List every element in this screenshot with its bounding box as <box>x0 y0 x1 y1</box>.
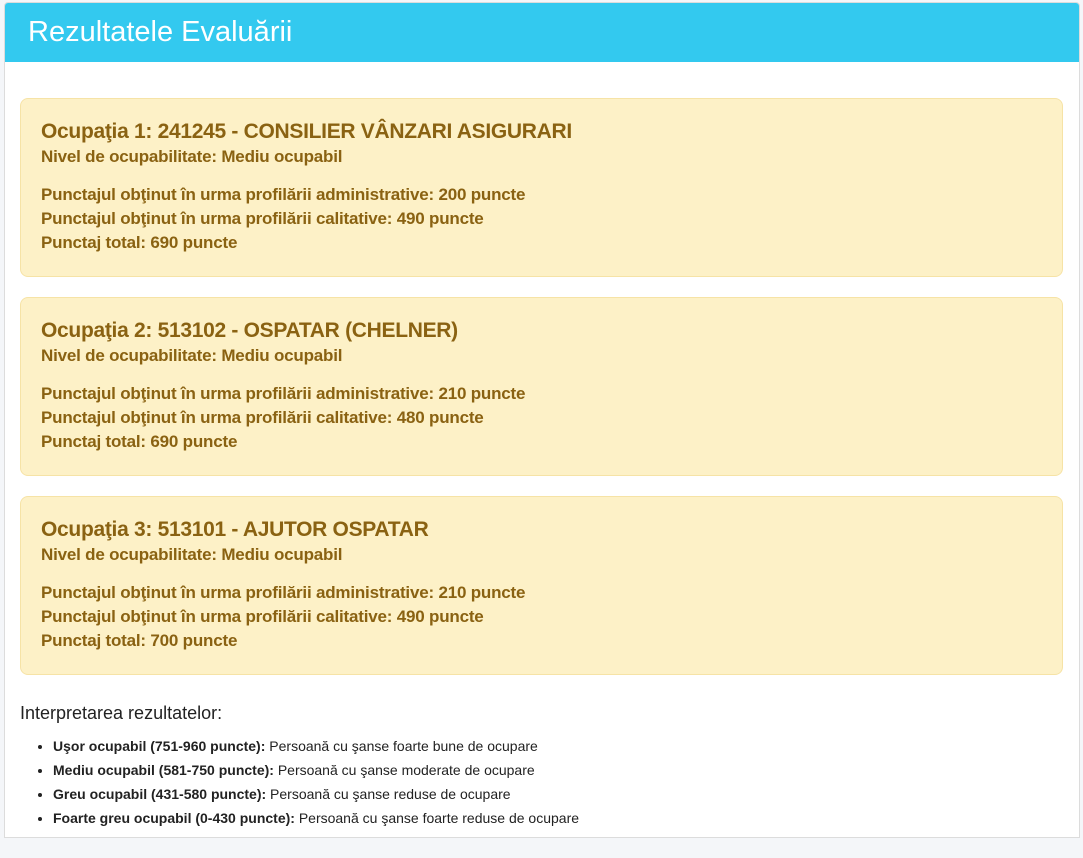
occupability-level: Nivel de ocupabilitate: Mediu ocupabil <box>41 346 343 365</box>
qualitative-score: Punctajul obţinut în urma profilării calitative: 480 puncte <box>41 408 484 427</box>
qualitative-score: Punctajul obţinut în urma profilării calitative: 490 puncte <box>41 607 484 626</box>
occupation-title: Ocupaţia 2: 513102 - OSPATAR (CHELNER) <box>41 319 458 342</box>
occupation-title: Ocupaţia 1: 241245 - CONSILIER VÂNZARI ASIGURARI <box>41 120 572 143</box>
occupation-title: Ocupaţia 3: 513101 - AJUTOR OSPATAR <box>41 518 429 541</box>
total-score: Punctaj total: 690 puncte <box>41 233 238 252</box>
interpretation-list <box>20 734 1063 830</box>
list-item <box>53 806 1063 830</box>
admin-score: Punctajul obţinut în urma profilării administrative: 210 puncte <box>41 384 526 403</box>
interpretation-label: Uşor ocupabil (751-960 puncte): <box>53 738 266 754</box>
occupability-level: Nivel de ocupabilitate: Mediu ocupabil <box>41 545 343 564</box>
interpretation-text: Persoană cu şanse foarte reduse de ocupare <box>294 810 580 826</box>
page-footer-strip <box>0 838 1083 858</box>
interpretation-text: Persoană cu şanse reduse de ocupare <box>266 786 511 802</box>
interpretation-text: Persoană cu şanse moderate de ocupare <box>273 762 535 778</box>
qualitative-score: Punctajul obţinut în urma profilării calitative: 490 puncte <box>41 209 484 228</box>
admin-score: Punctajul obţinut în urma profilării administrative: 210 puncte <box>41 583 526 602</box>
panel-body <box>5 62 1079 830</box>
occupation-card-3 <box>20 496 1063 675</box>
total-score: Punctaj total: 690 puncte <box>41 432 238 451</box>
list-item <box>53 734 1063 758</box>
interpretation-label: Greu ocupabil (431-580 puncte): <box>53 786 267 802</box>
list-item <box>53 782 1063 806</box>
occupation-card-1 <box>20 98 1063 277</box>
page-title: Rezultatele Evaluării <box>28 16 293 48</box>
admin-score: Punctajul obţinut în urma profilării administrative: 200 puncte <box>41 185 526 204</box>
interpretation-text: Persoană cu şanse foarte bune de ocupare <box>265 738 538 754</box>
total-score: Punctaj total: 700 puncte <box>41 631 238 650</box>
list-item <box>53 758 1063 782</box>
occupation-card-2 <box>20 297 1063 476</box>
panel-header <box>5 3 1079 62</box>
occupability-level: Nivel de ocupabilitate: Mediu ocupabil <box>41 147 343 166</box>
interpretation-label: Foarte greu ocupabil (0-430 puncte): <box>53 810 295 826</box>
interpretation-label: Mediu ocupabil (581-750 puncte): <box>53 762 274 778</box>
interpretation-title: Interpretarea rezultatelor: <box>20 703 223 723</box>
results-panel <box>4 2 1080 838</box>
